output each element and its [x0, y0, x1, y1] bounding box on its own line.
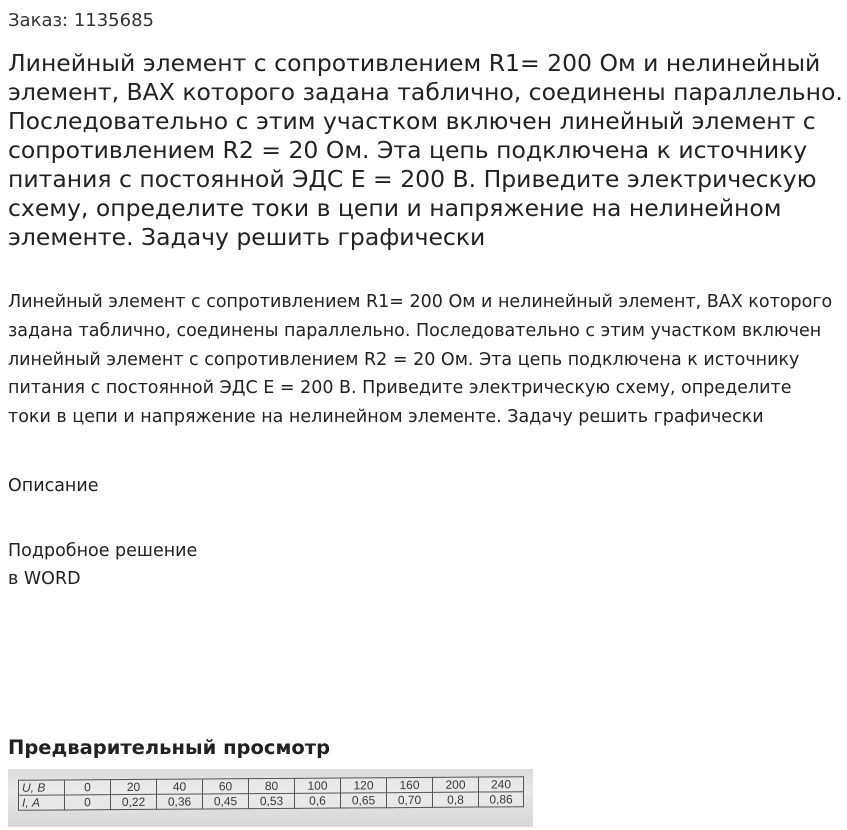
task-body-text: Линейный элемент с сопротивлением R1= 200 Ом и нелинейный элемент, ВАХ которого задана таблично, соединены параллельно. Последовательно с этим участком включен линейный элемент с сопротивлением R2 = 20 Ом. Эта цепь подключена к источнику питания с постоянной ЭДС Е = 200 В. Приведите электрическую схему, определите токи в цепи и напряжение на нелинейном элементе. Задачу решить графически: [8, 292, 833, 428]
voltage-cell: 160: [387, 777, 433, 792]
order-number: Заказ: 1135685: [8, 10, 154, 31]
current-row: [19, 792, 524, 811]
voltage-cell: 40: [157, 779, 203, 794]
preview-image[interactable]: [8, 769, 533, 827]
iv-characteristic-table: [18, 776, 524, 811]
solution-line-2: в WORD: [8, 569, 81, 589]
voltage-cell: 20: [111, 779, 157, 794]
voltage-cell: 120: [341, 778, 387, 793]
voltage-cell: 80: [249, 778, 295, 793]
current-cell: 0,70: [387, 792, 433, 807]
voltage-cell: 240: [479, 777, 524, 792]
solution-note: [8, 537, 197, 593]
voltage-row-label: U, В: [19, 780, 65, 795]
description-label: Описание: [8, 476, 99, 496]
current-cell: 0,45: [203, 794, 249, 809]
solution-line-1: Подробное решение: [8, 541, 198, 561]
voltage-cell: 200: [433, 777, 479, 792]
task-headline: Линейный элемент с сопротивлением R1= 200 Ом и нелинейный элемент, ВАХ которого задана таблично, соединены параллельно. Последовательно с этим участком включен линейный элемент с сопротивлением R2 = 20 Ом. Эта цепь подключена к источнику питания с постоянной ЭДС Е = 200 В. Приведите электрическую схему, определите токи в цепи и напряжение на нелинейном элементе. Задачу решить графически: [8, 49, 843, 251]
current-cell: 0,86: [479, 792, 524, 807]
voltage-cell: 0: [65, 780, 111, 795]
current-row-label: I, А: [19, 795, 65, 810]
voltage-cell: 100: [295, 778, 341, 793]
current-cell: 0,53: [249, 793, 295, 808]
current-cell: 0,6: [295, 793, 341, 808]
current-cell: 0,36: [157, 794, 203, 809]
voltage-cell: 60: [203, 779, 249, 794]
current-cell: 0: [65, 795, 111, 810]
current-cell: 0,65: [341, 793, 387, 808]
current-cell: 0,8: [433, 792, 479, 807]
preview-title: Предварительный просмотр: [8, 736, 331, 759]
current-cell: 0,22: [111, 794, 157, 809]
